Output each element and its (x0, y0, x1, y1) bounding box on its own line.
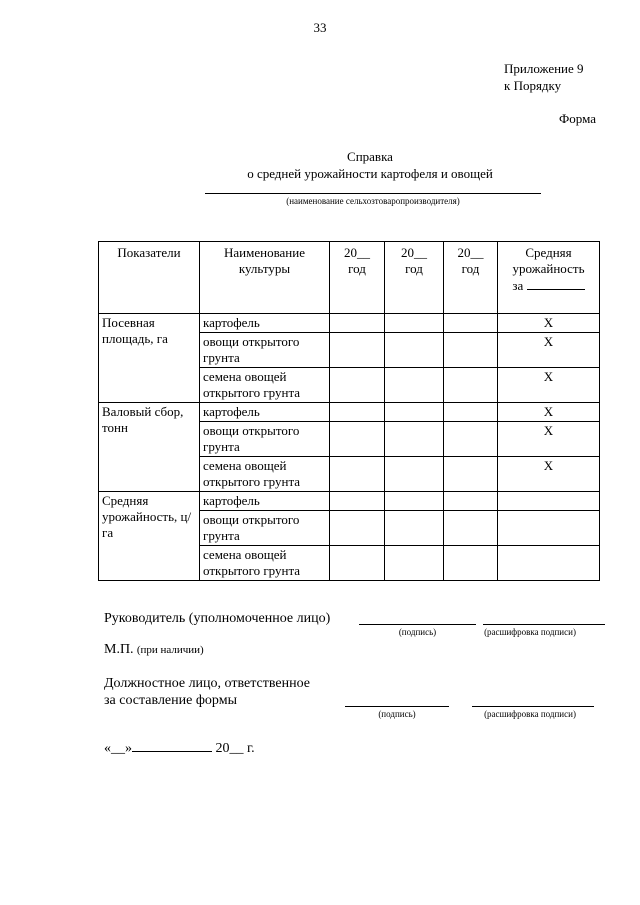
crop-cell: картофель (200, 492, 330, 511)
crop-cell: семена овощей открытого грунта (200, 368, 330, 403)
stamp-main: М.П. (104, 642, 134, 657)
value-cell[interactable] (444, 333, 498, 368)
date-field (104, 739, 255, 757)
value-cell[interactable] (330, 422, 385, 457)
crop-cell: семена овощей открытого грунта (200, 546, 330, 581)
appendix-reference (504, 60, 584, 94)
group-label-average-yield: Средняя урожайность, ц/га (99, 492, 200, 581)
document-title (180, 148, 560, 182)
header-year-1: 20__ год (330, 242, 385, 314)
value-cell[interactable] (444, 511, 498, 546)
value-cell[interactable] (385, 511, 444, 546)
x-mark-cell: Х (498, 403, 600, 422)
responsible-line-2: за составление формы (104, 693, 237, 708)
x-mark-cell: Х (498, 422, 600, 457)
table-row (99, 314, 600, 333)
stamp-label (104, 641, 204, 658)
value-cell[interactable] (385, 422, 444, 457)
value-cell[interactable] (385, 546, 444, 581)
value-cell[interactable] (385, 457, 444, 492)
value-cell[interactable] (444, 314, 498, 333)
responsible-signature-line[interactable] (345, 706, 449, 707)
value-cell[interactable] (385, 403, 444, 422)
crop-cell: овощи открытого грунта (200, 333, 330, 368)
value-cell[interactable] (444, 368, 498, 403)
value-cell[interactable] (330, 314, 385, 333)
value-cell[interactable] (385, 333, 444, 368)
title-line-1: Справка (347, 149, 393, 164)
responsible-decode-line[interactable] (472, 706, 594, 707)
date-year: 20__ г. (215, 741, 255, 756)
value-cell[interactable] (444, 403, 498, 422)
head-signature-line[interactable] (359, 624, 476, 625)
x-mark-cell: Х (498, 333, 600, 368)
crop-cell: картофель (200, 314, 330, 333)
header-year-2: 20__ год (385, 242, 444, 314)
x-mark-cell: Х (498, 314, 600, 333)
value-cell[interactable] (330, 492, 385, 511)
value-cell[interactable] (330, 511, 385, 546)
header-indicators: Показатели (99, 242, 200, 314)
stamp-note: (при наличии) (136, 644, 204, 656)
value-cell[interactable] (385, 314, 444, 333)
value-cell[interactable] (330, 403, 385, 422)
value-cell[interactable] (444, 422, 498, 457)
crop-cell: овощи открытого грунта (200, 422, 330, 457)
header-average-yield: Средняя урожайность за (498, 242, 600, 314)
value-cell[interactable] (444, 457, 498, 492)
value-cell[interactable] (444, 492, 498, 511)
value-cell[interactable] (330, 546, 385, 581)
value-cell[interactable] (330, 333, 385, 368)
header-row (99, 242, 600, 314)
value-cell[interactable] (498, 546, 600, 581)
appendix-line-2: к Порядку (504, 78, 562, 93)
value-cell[interactable] (498, 492, 600, 511)
group-label-gross-harvest: Валовый сбор, тонн (99, 403, 200, 492)
crop-cell: картофель (200, 403, 330, 422)
producer-name-line[interactable] (205, 193, 541, 194)
value-cell[interactable] (498, 511, 600, 546)
crop-cell: семена овощей открытого грунта (200, 457, 330, 492)
value-cell[interactable] (385, 492, 444, 511)
date-day: «__» (104, 741, 132, 756)
head-signature-label: Руководитель (уполномоченное лицо) (104, 611, 331, 626)
value-cell[interactable] (385, 368, 444, 403)
crop-cell: овощи открытого грунта (200, 511, 330, 546)
date-month-line[interactable] (132, 739, 212, 752)
head-sign-caption: (подпись) (398, 627, 437, 637)
title-line-2: о средней урожайности картофеля и овощей (247, 166, 493, 181)
table-row (99, 492, 600, 511)
head-decode-line[interactable] (483, 624, 605, 625)
responsible-sign-caption: (подпись) (378, 709, 416, 719)
table-row (99, 403, 600, 422)
value-cell[interactable] (330, 368, 385, 403)
responsible-label (104, 675, 310, 709)
x-mark-cell: Х (498, 457, 600, 492)
form-label: Форма (559, 111, 596, 126)
header-year-3: 20__ год (444, 242, 498, 314)
header-crop-name: Наименование культуры (200, 242, 330, 314)
group-label-sown-area: Посевная площадь, га (99, 314, 200, 403)
appendix-line-1: Приложение 9 (504, 61, 584, 76)
responsible-line-1: Должностное лицо, ответственное (104, 676, 310, 691)
responsible-decode-caption: (расшифровка подписи) (484, 709, 576, 719)
value-cell[interactable] (444, 546, 498, 581)
value-cell[interactable] (330, 457, 385, 492)
yield-table (98, 241, 600, 581)
x-mark-cell: Х (498, 368, 600, 403)
head-decode-caption: (расшифровка подписи) (484, 627, 576, 637)
page-number: 33 (313, 20, 327, 35)
producer-caption: (наименование сельхозтоваропроизводителя) (286, 196, 460, 206)
